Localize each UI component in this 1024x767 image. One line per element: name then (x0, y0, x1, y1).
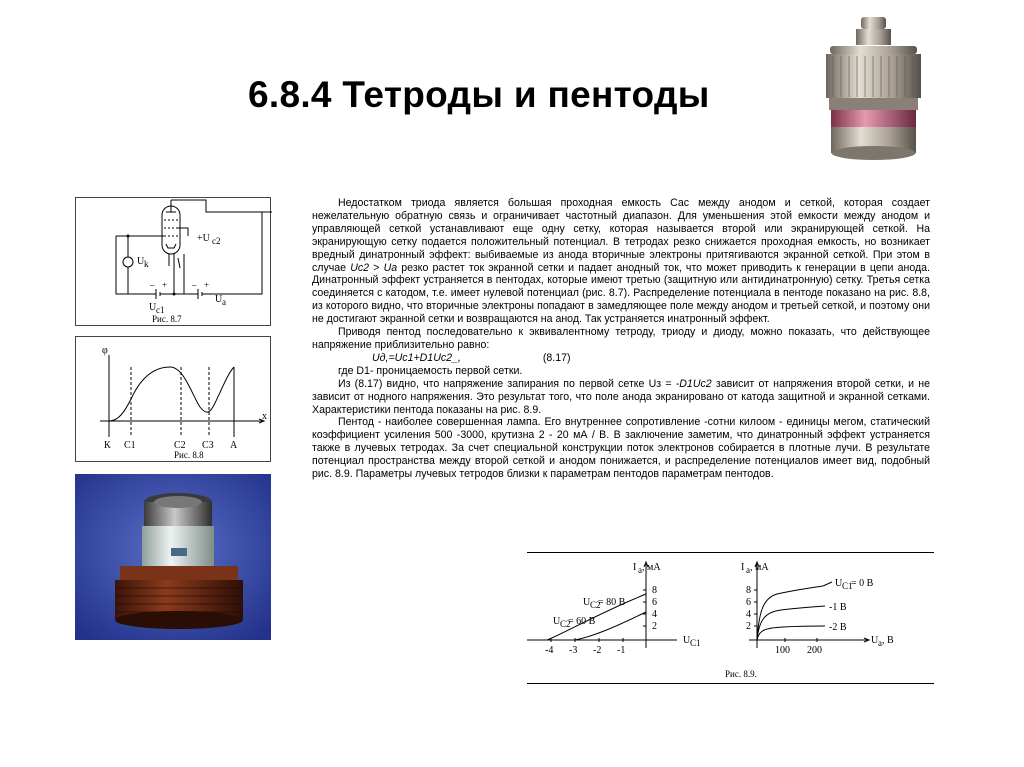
slide-title: 6.8.4 Тетроды и пентоды (248, 74, 710, 115)
paragraph-3: где D1- проницаемость первой сетки. (338, 364, 523, 377)
label-uc2: +U (197, 233, 210, 244)
left-ytick-6: 6 (652, 597, 657, 608)
label-uk: U (137, 256, 145, 267)
formula-ua: Ua (383, 261, 398, 274)
paragraph-2: Приводя пентод последовательно к эквивалентному тетроду, триоду и диоду, можно показать, что действующее напряжение приблизительно равно: (312, 326, 930, 351)
axis-phi: φ (102, 345, 108, 356)
tick-k: К (104, 440, 111, 451)
label-uc1-minus: – (150, 280, 155, 290)
label-ua-sub: a (222, 297, 226, 307)
right-xunit: , В (882, 635, 894, 646)
left-xtick-m4: -4 (545, 645, 554, 656)
figure-8-8-potential (75, 336, 271, 462)
series-0v-sub: C1 (842, 581, 853, 591)
figure-8-9-caption: Рис. 8.9. (725, 669, 757, 679)
formula-8-17: Uд,=Uc1+D1Uc2_, (372, 351, 461, 364)
label-uc1: U (149, 302, 157, 313)
formula-lock: -D1Uc2 (675, 377, 712, 390)
left-xtick-m1: -1 (617, 645, 626, 656)
left-xtick-m2: -2 (593, 645, 602, 656)
right-yunit: , мА (750, 562, 769, 573)
left-ytick-4: 4 (652, 609, 657, 620)
left-ytick-8: 8 (652, 585, 657, 596)
paragraph-1-text: Недостатком триода является большая проходная емкость Cас между анодом и сеткой, которая создает нежелательную обратную связь и ограничивает частотный диапазон. Для уменьшения этой емкости между анодом и управляющей сеткой устанавливают еще одну сетку, которая называется второй или экранирующей сеткой. На экранирующую сетку подается положительный потенциал. В тетродах резко снижается проходная емкость, но возникает вредный динатронный эффект: выбиваемые из анода вторичные электроны притягиваются экранной сеткой. При этом в случае (312, 197, 930, 274)
right-ytick-6: 6 (746, 597, 751, 608)
right-ylabel-sub: a (746, 565, 750, 575)
paragraph-4 (312, 378, 930, 417)
curve-60v-label: U (553, 616, 561, 627)
series-0v-prefix: U (835, 578, 843, 589)
series-m2v: -2 В (829, 622, 847, 633)
figure-8-9-characteristics (527, 552, 934, 685)
curve-80v-label: U (583, 597, 591, 608)
paragraph-1-rest: резко растет ток экранной сетки и падает анодный ток, что может приводить к генерации в цепи анода. Динатронный эффект устраняется в пентодах, которые имеют третью (защитную или антидинатронную) сетку. Третья сетка соединяется с катодом, т.е. имеет нулевой потенциал (рис. 8.7). Распределение потенциала в пентоде показано на рис. 8.8, из которого видно, что вторичные электроны попадают в замедляющее поле между анодом и третьей сеткой, и поэтому они не достигают экранной сетки и возвращаются на анод. Так устраняется инатронный эффект. (312, 261, 930, 326)
axis-x: x (262, 411, 267, 422)
right-ytick-4: 4 (746, 609, 751, 620)
right-ytick-2: 2 (746, 621, 751, 632)
right-xtick-200: 200 (807, 645, 822, 656)
paragraph-4-rest: зависит от напряжения второй сетки, и не зависит от нодного напряжения. Это результат того, что поле анода экранировано от катода защитной и экранной сетками. Характеристики пентода показаны на рис. 8.9. (312, 377, 930, 416)
tick-c2: С2 (174, 440, 186, 451)
figure-8-7-caption: Рис. 8.7 (152, 314, 182, 324)
right-ytick-8: 8 (746, 585, 751, 596)
label-uc1-plus: + (162, 280, 168, 290)
right-ylabel: I (741, 562, 745, 573)
tick-c1: С1 (124, 440, 136, 451)
label-uc2-sub: c2 (212, 236, 221, 246)
paragraph-5: Пентод - наиболее совершенная лампа. Его внутреннее сопротивление -сотни килоом - единицы мегом, статический коэффициент усиления 500 -3000, крутизна 2 - 20 мА / В. В заключение заметим, что динатронный эффект устраняется также в лучевых тетродах. За счет специальной конструкции поток электронов собирается в плотные лучи. В результате потенциал пространства между второй сеткой и анодом понижается, и распределение потенциалов имеет вид, подобный рис. 8.9. Параметры лучевых тетродов близки к параметрам пентодов параметрам пентодов. (312, 416, 930, 481)
label-uk-sub: k (144, 259, 149, 269)
left-ytick-2: 2 (652, 621, 657, 632)
tube-photo-top (817, 14, 930, 164)
figure-8-7-circuit (75, 197, 271, 326)
left-ylabel: I (633, 562, 637, 573)
left-yunit: , мА (642, 562, 661, 573)
figure-8-8-caption: Рис. 8.8 (174, 450, 204, 460)
body-text (312, 197, 930, 481)
paragraph-1 (312, 197, 930, 326)
formula-number: (8.17) (542, 351, 571, 364)
curve-80v-value: = 80 В (598, 597, 626, 608)
tick-a: А (230, 440, 238, 451)
right-xtick-100: 100 (775, 645, 790, 656)
right-xlabel-sub: a (878, 638, 882, 648)
curve-60v-value: = 60 В (568, 616, 596, 627)
left-xlabel: U (683, 635, 691, 646)
left-xlabel-sub: C1 (690, 638, 701, 648)
paragraph-4-text: Из (8.17) видно, что напряжение запирания по первой сетке Uз = (338, 377, 676, 390)
left-ylabel-sub: a (638, 565, 642, 575)
right-xlabel: U (871, 635, 879, 646)
curve-80v-sub: C2 (590, 600, 601, 610)
label-ua-minus: – (192, 280, 197, 290)
label-ua-plus: + (204, 280, 210, 290)
formula-uc2: Uc2 (350, 261, 370, 274)
formula-gt: > (369, 261, 384, 274)
label-uc1-sub: c1 (156, 305, 165, 315)
pentode-photo (75, 474, 271, 640)
series-m1v: -1 В (829, 602, 847, 613)
curve-60v-sub: C2 (560, 619, 571, 629)
formula-line (312, 352, 930, 365)
series-0v-value: = 0 В (851, 578, 874, 589)
left-xtick-m3: -3 (569, 645, 578, 656)
label-ua: U (215, 294, 223, 305)
tick-c3: С3 (202, 440, 214, 451)
